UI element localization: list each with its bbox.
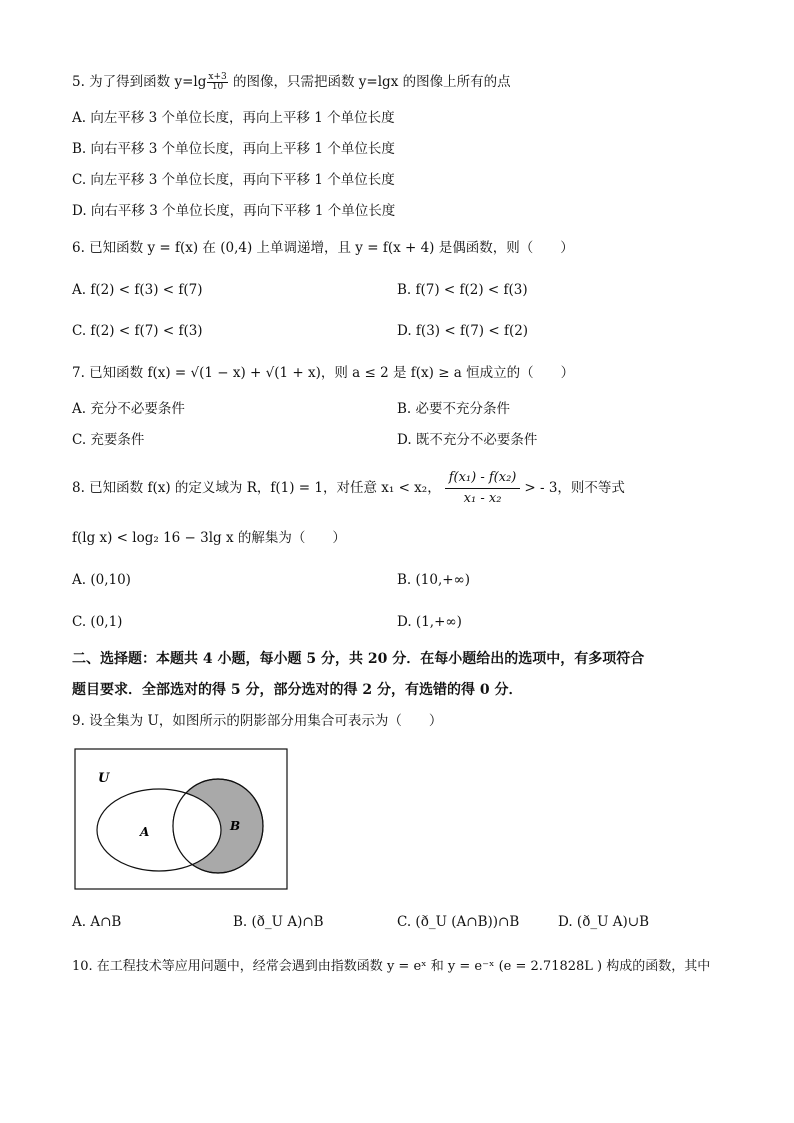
q6-option-b: B. f(7) < f(2) < f(3) (397, 282, 528, 298)
q8-frac-den: x₁ - x₂ (463, 491, 502, 506)
q5-option-d: D. 向右平移 3 个单位长度，再向下平移 1 个单位长度 (72, 203, 396, 219)
q5-option-c: C. 向左平移 3 个单位长度，再向下平移 1 个单位长度 (72, 172, 395, 188)
venn-diagram (74, 748, 290, 892)
q8-frac-num: f(x₁) - f(x₂) (445, 468, 521, 489)
q9-stem: 9. 设全集为 U，如图所示的阴影部分用集合可表示为（ ） (72, 713, 443, 729)
q5-frac-num: x+3 (208, 72, 227, 82)
q7-option-d: D. 既不充分不必要条件 (397, 432, 538, 448)
q8-stem-post: > - 3，则不等式 (524, 480, 625, 496)
q8-stem-line2: f(lg x) < log₂ 16 − 3lg x 的解集为（ ） (72, 530, 346, 546)
section2-line2: 题目要求．全部选对的得 5 分，部分选对的得 2 分，有选错的得 0 分． (72, 682, 523, 698)
q6-stem: 6. 已知函数 y = f(x) 在 (0,4) 上单调递增，且 y = f(x + 4) 是偶函数，则（ ） (72, 240, 574, 256)
q7-option-c: C. 充要条件 (72, 432, 145, 448)
q8-fraction (445, 468, 521, 509)
q8-option-d: D. (1,+∞) (397, 614, 462, 630)
q5-fraction (207, 73, 227, 92)
q8-option-c: C. (0,1) (72, 614, 123, 630)
q9-option-c: C. (ð_U (A∩B))∩B (397, 914, 520, 930)
q5-frac-den: 10 (211, 82, 224, 92)
q8-stem-pre: 8. 已知函数 f(x) 的定义域为 R，f(1) = 1，对任意 x₁ < x₂， (72, 480, 441, 496)
q5-stem-post: 的图像，只需把函数 y=lgx 的图像上所有的点 (228, 74, 511, 90)
q8-option-a: A. (0,10) (72, 572, 131, 588)
q5-option-a: A. 向左平移 3 个单位长度，再向上平移 1 个单位长度 (72, 110, 395, 126)
q7-option-a: A. 充分不必要条件 (72, 401, 185, 417)
q9-option-b: B. (ð_U A)∩B (233, 914, 324, 930)
q10-stem: 10. 在工程技术等应用问题中，经常会遇到由指数函数 y = eˣ 和 y = e⁻ˣ (e = 2.71828L ) 构成的函数，其中 (72, 959, 711, 974)
q7-stem: 7. 已知函数 f(x) = √(1 − x) + √(1 + x)，则 a ≤ 2 是 f(x) ≥ a 恒成立的（ ） (72, 365, 575, 381)
q6-option-a: A. f(2) < f(3) < f(7) (72, 282, 203, 298)
set-b-label: B (230, 819, 241, 833)
q9-option-a: A. A∩B (72, 914, 122, 930)
q5-stem (72, 72, 511, 92)
q5-stem-pre: 5. 为了得到函数 y=lg (72, 74, 207, 90)
set-a-label: A (140, 825, 150, 839)
q6-option-d: D. f(3) < f(7) < f(2) (397, 323, 529, 339)
q8-option-b: B. (10,+∞) (397, 572, 471, 588)
q7-option-b: B. 必要不充分条件 (397, 401, 511, 417)
q5-option-b: B. 向右平移 3 个单位长度，再向上平移 1 个单位长度 (72, 141, 395, 157)
q9-option-d: D. (ð_U A)∪B (558, 914, 649, 930)
universe-label: U (98, 771, 110, 786)
section2-line1: 二、选择题：本题共 4 小题，每小题 5 分，共 20 分．在每小题给出的选项中，有多项符合 (72, 651, 645, 667)
q6-option-c: C. f(2) < f(7) < f(3) (72, 323, 203, 339)
q8-stem (72, 468, 625, 509)
